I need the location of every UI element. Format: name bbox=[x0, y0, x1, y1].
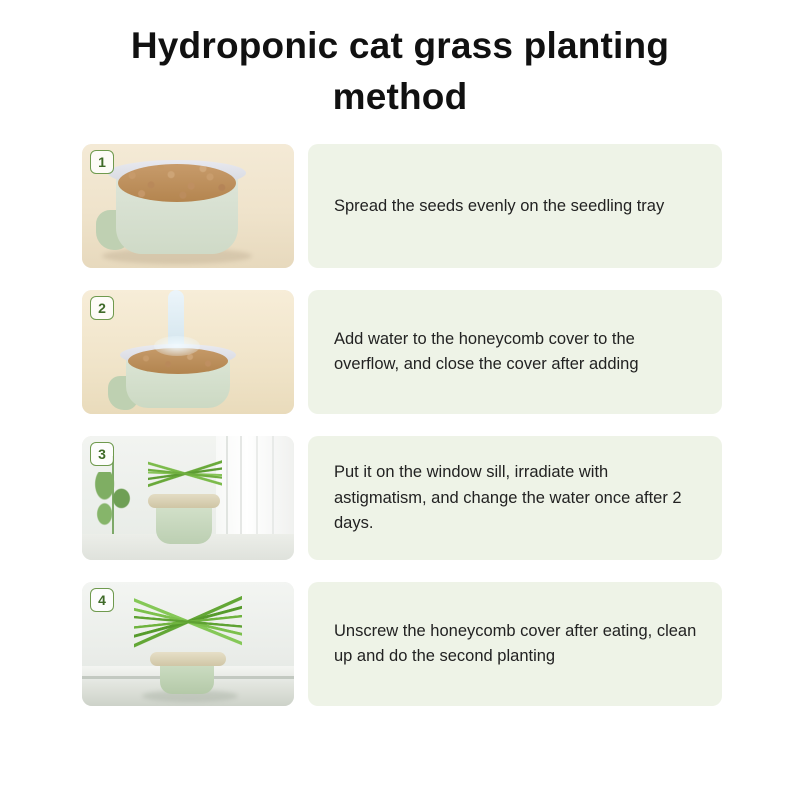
step-2-text: Add water to the honeycomb cover to the overflow, and close the cover after adding bbox=[334, 330, 639, 374]
list-item bbox=[82, 582, 722, 706]
step-3-image bbox=[82, 436, 294, 560]
grass-seeds bbox=[118, 164, 236, 202]
list-item bbox=[82, 290, 722, 414]
step-4-image bbox=[82, 582, 294, 706]
step-number-badge: 2 bbox=[90, 296, 114, 320]
sprouting-grass bbox=[148, 450, 222, 498]
step-1-text: Spread the seeds evenly on the seedling tray bbox=[334, 196, 665, 215]
step-3-text: Put it on the window sill, irradiate with astigmatism, and change the water once after 2 days. bbox=[334, 463, 682, 532]
list-item bbox=[82, 436, 722, 560]
step-2-image bbox=[82, 290, 294, 414]
steps-list bbox=[0, 144, 800, 706]
seedling-tray bbox=[150, 652, 226, 666]
step-1-image bbox=[82, 144, 294, 268]
page-title: Hydroponic cat grass planting method bbox=[130, 25, 670, 118]
list-item bbox=[82, 144, 722, 268]
step-4-text: Unscrew the honeycomb cover after eating, clean up and do the second planting bbox=[334, 622, 697, 666]
houseplant-leaves bbox=[92, 472, 134, 532]
step-number-badge: 3 bbox=[90, 442, 114, 466]
step-4-text-panel bbox=[308, 582, 722, 706]
step-2-text-panel bbox=[308, 290, 722, 414]
step-1-text-panel bbox=[308, 144, 722, 268]
step-3-text-panel bbox=[308, 436, 722, 560]
grown-cat-grass bbox=[134, 588, 242, 656]
step-number-badge: 1 bbox=[90, 150, 114, 174]
water-splash bbox=[154, 336, 200, 356]
step-number-badge: 4 bbox=[90, 588, 114, 612]
